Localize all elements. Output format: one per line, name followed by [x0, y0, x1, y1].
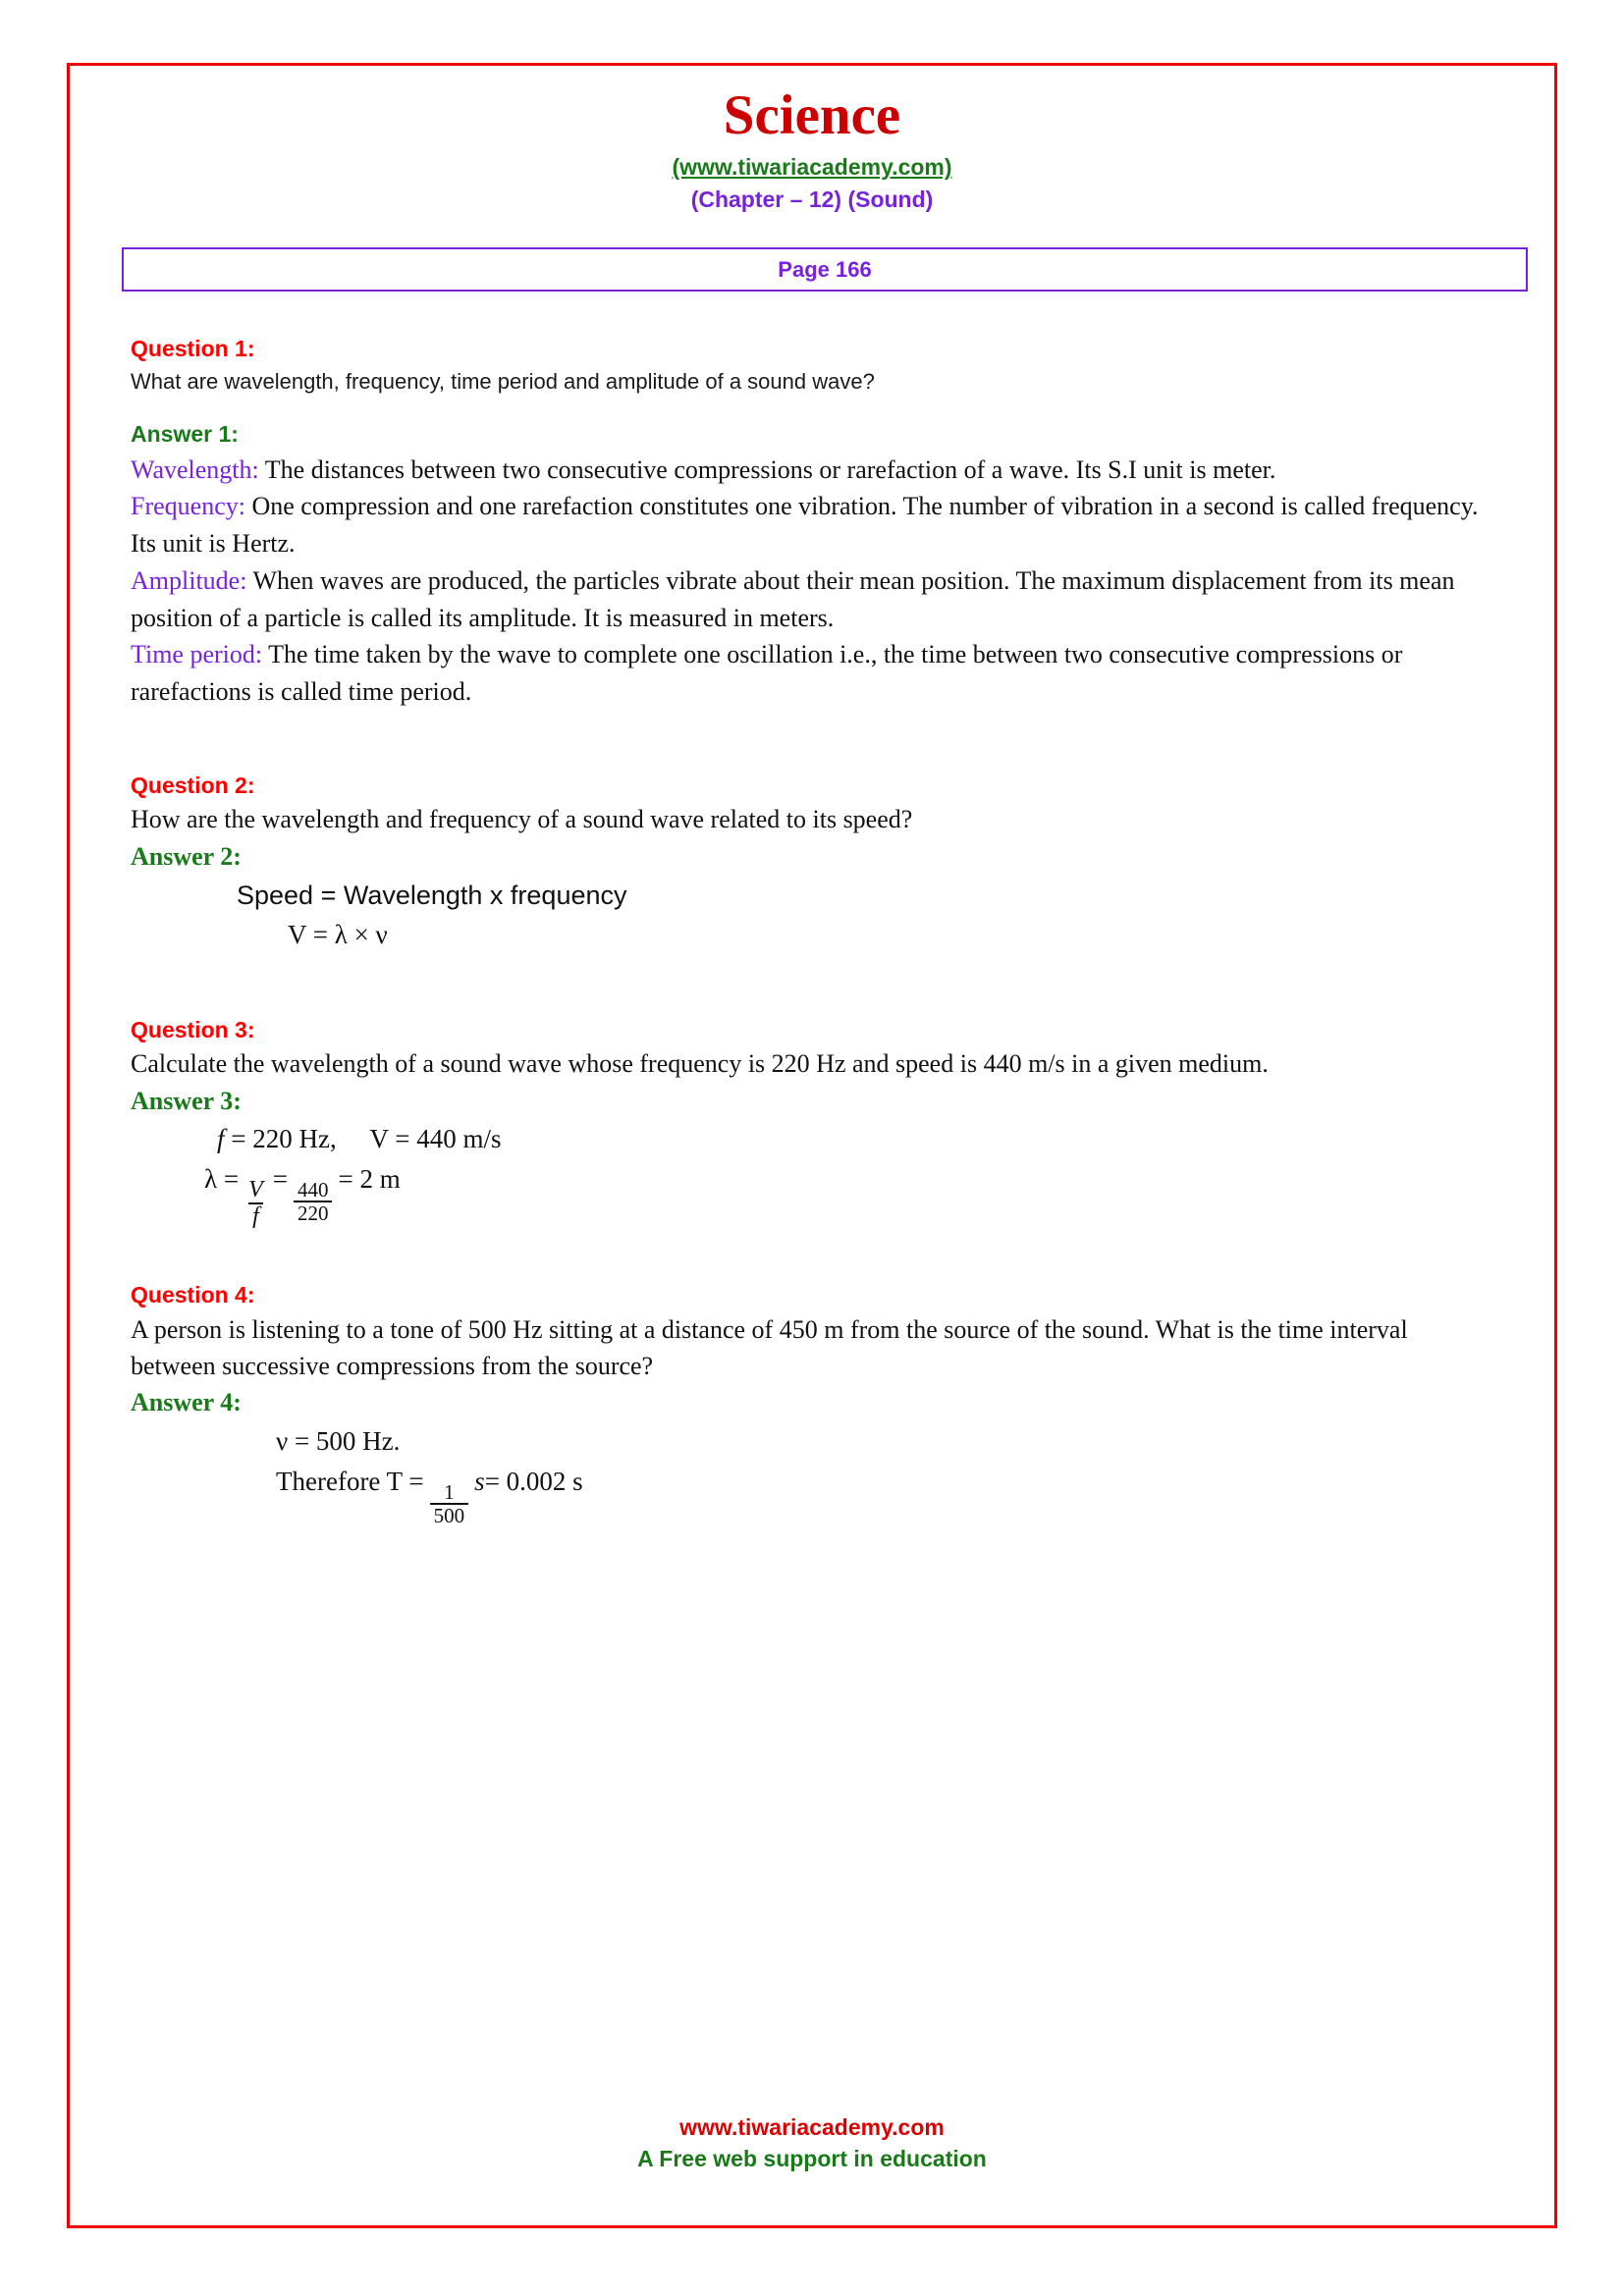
definition-amplitude — [131, 562, 1495, 636]
page-title: Science — [723, 84, 901, 146]
fraction-1-over-500 — [430, 1481, 469, 1526]
time-period-calculation-line — [276, 1462, 1495, 1527]
qa-block-2 — [131, 770, 1495, 955]
question-1-label: Question 1: — [131, 336, 255, 362]
spacer — [131, 397, 1495, 418]
definition-time-period — [131, 636, 1495, 710]
fraction-440-over-220 — [294, 1179, 333, 1224]
term-amplitude: Amplitude: — [131, 565, 247, 595]
term-wavelength: Wavelength: — [131, 454, 259, 484]
question-3-label: Question 3: — [131, 1016, 255, 1042]
symbol-f: f — [217, 1124, 225, 1154]
lambda-equals: λ = — [204, 1163, 240, 1194]
question-1-text: What are wavelength, frequency, time period and amplitude of a sound wave? — [131, 368, 875, 394]
question-3-text: Calculate the wavelength of a sound wave whose frequency is 220 Hz and speed is 440 m/s in a given medium. — [131, 1048, 1269, 1078]
given-speed: V = 440 m/s — [369, 1124, 502, 1154]
site-url-header: (www.tiwariacademy.com) — [672, 154, 952, 180]
fraction-v-over-f — [244, 1178, 267, 1229]
spacer — [131, 711, 1495, 770]
answer-3-label: Answer 3: — [131, 1086, 242, 1115]
page-border-frame — [67, 63, 1557, 2228]
fraction-numerator-v: V — [248, 1176, 263, 1202]
fraction-denominator-f: f — [248, 1202, 263, 1229]
definition-wavelength-body: The distances between two consecutive compressions or rarefaction of a wave. Its S.I unit is meter. — [258, 454, 1276, 484]
qa-block-4 — [131, 1279, 1495, 1527]
question-2-text: How are the wavelength and frequency of a sound wave related to its speed? — [131, 804, 913, 833]
chapter-subtitle: (Chapter – 12) (Sound) — [690, 186, 934, 212]
fraction-denominator-500: 500 — [430, 1503, 469, 1526]
spacer — [131, 955, 1495, 1014]
wavelength-calculation-line — [204, 1159, 1495, 1230]
answer-4-label: Answer 4: — [131, 1388, 242, 1417]
wavelength-result: = 2 m — [338, 1163, 401, 1194]
page-number-label: Page 166 — [778, 256, 872, 282]
given-nu-line: ν = 500 Hz. — [276, 1426, 401, 1457]
term-time-period: Time period: — [131, 640, 263, 669]
unit-seconds: s — [474, 1466, 485, 1496]
question-4-text: A person is listening to a tone of 500 Hz sitting at a distance of 450 m from the source of the sound. What is the time interval between successive compressions from the source? — [131, 1314, 1408, 1380]
definition-frequency-body: One compression and one rarefaction constitutes one vibration. The number of vibration in a second is called frequency. Its unit is Hertz. — [131, 492, 1479, 559]
therefore-t-equals: Therefore T = — [276, 1466, 424, 1496]
term-frequency: Frequency: — [131, 492, 245, 521]
formula-speed: Speed = Wavelength x frequency — [237, 880, 627, 910]
document-header — [70, 66, 1554, 213]
answer-1-label: Answer 1: — [131, 421, 239, 448]
spacer — [131, 1220, 1495, 1279]
fraction-numerator-440: 440 — [297, 1177, 329, 1201]
qa-block-1 — [131, 333, 1495, 710]
equals-sign-mid: = — [272, 1163, 288, 1194]
definition-frequency — [131, 488, 1495, 561]
fraction-numerator-1: 1 — [444, 1479, 455, 1504]
question-4-label: Question 4: — [131, 1282, 255, 1308]
answer-2-label: Answer 2: — [131, 841, 242, 871]
question-2-label: Question 2: — [131, 772, 255, 798]
time-period-result: = 0.002 s — [484, 1466, 583, 1496]
fraction-denominator-220: 220 — [294, 1201, 333, 1224]
formula-v-lambda-nu: V = λ × ν — [288, 920, 388, 950]
definition-time-period-body: The time taken by the wave to complete one oscillation i.e., the time between two consecutive compressions or rarefactions is called time period. — [131, 640, 1403, 706]
given-values-line — [217, 1119, 1495, 1159]
footer-site-url: www.tiwariacademy.com — [679, 2113, 945, 2140]
page-content-area — [70, 66, 1554, 2225]
definition-amplitude-body: When waves are produced, the particles vibrate about their mean position. The maximum displacement from its mean position of a particle is called its amplitude. It is measured in meters. — [131, 565, 1455, 632]
page-number-box — [122, 247, 1528, 292]
footer-tagline: A Free web support in education — [637, 2145, 987, 2171]
definition-wavelength — [131, 452, 1495, 489]
qa-content — [131, 292, 1495, 1527]
spacer — [337, 1119, 370, 1159]
qa-block-3 — [131, 1014, 1495, 1230]
document-footer — [70, 2111, 1554, 2174]
given-frequency: = 220 Hz, — [224, 1124, 337, 1154]
